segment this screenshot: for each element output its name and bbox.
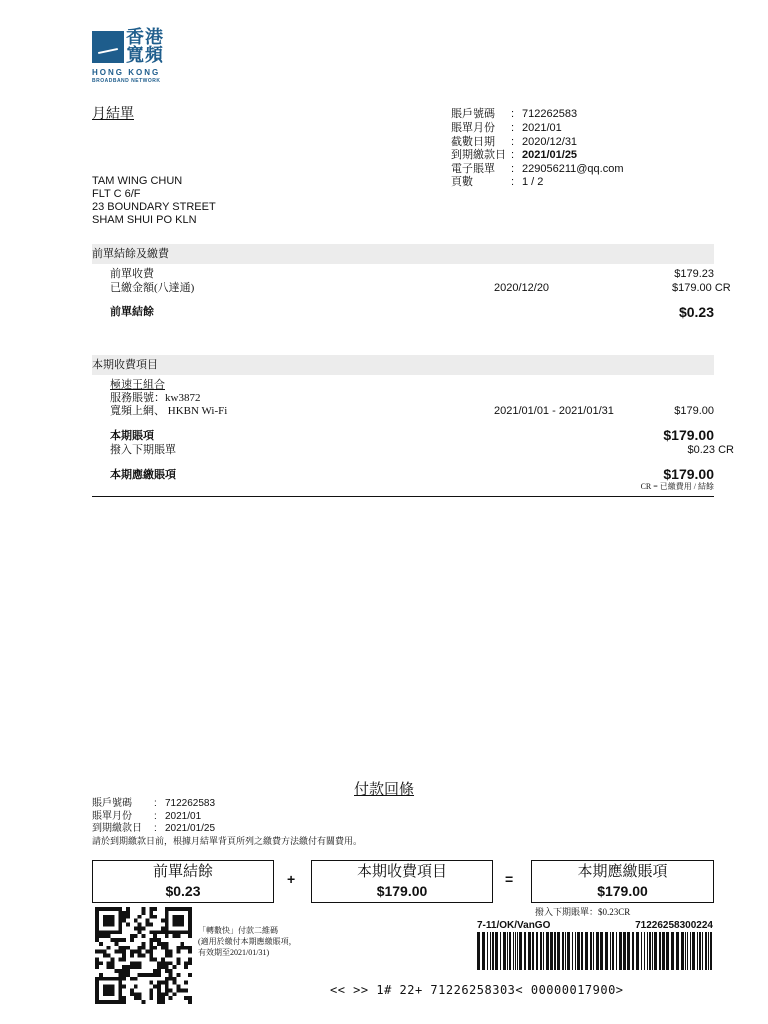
micr-line: << >> 1# 22+ 71226258303< 00000017900> xyxy=(330,983,624,997)
slip-row-value: 2021/01 xyxy=(165,811,202,822)
account-row-label: 電子賬單 xyxy=(451,163,495,175)
account-row-value: 1 / 2 xyxy=(522,176,544,188)
paid-date: 2020/12/20 xyxy=(494,282,550,294)
account-row xyxy=(451,107,691,121)
account-row xyxy=(451,175,691,189)
account-row-label: 到期繳款日 xyxy=(451,149,506,161)
previous-balance-label: 前單結餘 xyxy=(110,306,154,318)
equals-sign: = xyxy=(505,871,514,887)
box-value: $0.23 xyxy=(165,883,201,899)
slip-row-label: 到期繳款日 xyxy=(92,823,142,834)
previous-charge-label: 前單收費 xyxy=(110,268,154,280)
account-row xyxy=(451,121,691,135)
item-period: 2021/01/01 - 2021/01/31 xyxy=(494,405,614,417)
address-line: FLT C 6/F xyxy=(92,188,141,200)
paid-label: 已繳金額(八達通) xyxy=(110,282,195,294)
plan-name: 極速王組合 xyxy=(110,379,165,391)
logo-chinese-text: 香港寬頻 xyxy=(126,27,164,65)
previous-charge-amount: $179.23 xyxy=(674,268,714,280)
account-row-label: 頁數 xyxy=(451,176,473,188)
account-row-value: 2020/12/31 xyxy=(522,136,578,148)
qr-caption-line3: 有效期至2021/01/31) xyxy=(198,948,270,957)
address-line: TAM WING CHUN xyxy=(92,175,183,187)
previous-section-header: 前單結餘及繳費 xyxy=(92,244,714,264)
account-row-colon: : xyxy=(511,122,515,134)
account-row-label: 截數日期 xyxy=(451,136,495,148)
carry-forward-amount: $0.23 CR xyxy=(687,444,734,456)
account-row xyxy=(451,135,691,149)
slip-row-label: 賬單月份 xyxy=(92,811,132,822)
logo-mark xyxy=(92,31,124,63)
box-value: $179.00 xyxy=(376,883,428,899)
store-code: 7-11/OK/VanGO xyxy=(477,920,551,931)
slip-row xyxy=(92,822,332,836)
logo-english-line2: BROADBAND NETWORK xyxy=(92,78,161,84)
subtotal-label: 本期賬項 xyxy=(110,430,154,442)
service-account: 服務賬號：kw3872 xyxy=(110,392,201,404)
barcode-number: 71226258300224 xyxy=(635,920,713,931)
address-line: SHAM SHUI PO KLN xyxy=(92,214,197,226)
logo-english-line1: HONG KONG xyxy=(92,68,161,77)
account-row-colon: : xyxy=(511,176,515,188)
account-row-label: 賬戶號碼 xyxy=(451,108,495,120)
current-charges-box xyxy=(311,860,493,903)
plus-sign: + xyxy=(287,871,296,887)
paid-amount: $179.00 CR xyxy=(672,282,731,294)
subtotal-amount: $179.00 xyxy=(663,427,714,443)
qr-caption-line2: (適用於繳付本期應繳賬項， xyxy=(198,937,297,946)
account-row-value: 712262583 xyxy=(522,108,578,120)
previous-balance-box xyxy=(92,860,274,903)
current-section-header: 本期收費項目 xyxy=(92,355,714,375)
slip-title: 付款回條 xyxy=(354,782,415,798)
slip-row-value: 712262583 xyxy=(165,798,216,809)
cr-note: CR = 已繳費用 / 結餘 xyxy=(640,482,714,491)
document-title: 月結單 xyxy=(92,107,134,122)
box-value: $179.00 xyxy=(597,883,648,899)
slip-row-label: 賬戶號碼 xyxy=(92,798,132,809)
box-label: 前單結餘 xyxy=(152,864,213,880)
payment-notice: 請於到期繳款日前，根據月結單背頁所列之繳費方法繳付有關費用。 xyxy=(92,836,363,846)
fps-qr-code-icon xyxy=(92,907,195,1004)
payment-barcode-icon xyxy=(477,932,713,970)
amount-due-box xyxy=(531,860,714,903)
amount-due-label: 本期應繳賬項 xyxy=(110,469,176,481)
box-label: 本期收費項目 xyxy=(356,864,447,880)
previous-balance-amount: $0.23 xyxy=(678,304,714,320)
account-row-colon: : xyxy=(511,149,515,161)
item-amount: $179.00 xyxy=(674,405,714,417)
account-row-label: 賬單月份 xyxy=(451,122,495,134)
account-row-colon: : xyxy=(511,108,515,120)
box-label: 本期應繳賬項 xyxy=(577,864,668,880)
section-divider xyxy=(92,496,714,497)
qr-caption-line1: 「轉數快」付款二維碼 xyxy=(198,926,278,935)
slip-row-colon: : xyxy=(154,823,157,834)
amount-due-value: $179.00 xyxy=(663,466,714,482)
slip-row-colon: : xyxy=(154,811,157,822)
account-row-value: 2021/01/25 xyxy=(522,149,578,161)
item-label: 寬頻上網、 HKBN Wi-Fi xyxy=(110,405,228,417)
address-line: 23 BOUNDARY STREET xyxy=(92,201,216,213)
account-row-value: 2021/01 xyxy=(522,122,562,134)
slip-row xyxy=(92,797,332,811)
slip-row-value: 2021/01/25 xyxy=(165,823,216,834)
account-row-value: 229056211@qq.com xyxy=(522,163,624,175)
carry-forward-label: 撥入下期賬單 xyxy=(110,444,176,456)
account-row xyxy=(451,162,691,176)
account-row-colon: : xyxy=(511,163,515,175)
account-row-colon: : xyxy=(511,136,515,148)
slip-carry-note: 撥入下期賬單：$0.23CR xyxy=(535,907,631,917)
slip-row-colon: : xyxy=(154,798,157,809)
account-row xyxy=(451,148,691,162)
